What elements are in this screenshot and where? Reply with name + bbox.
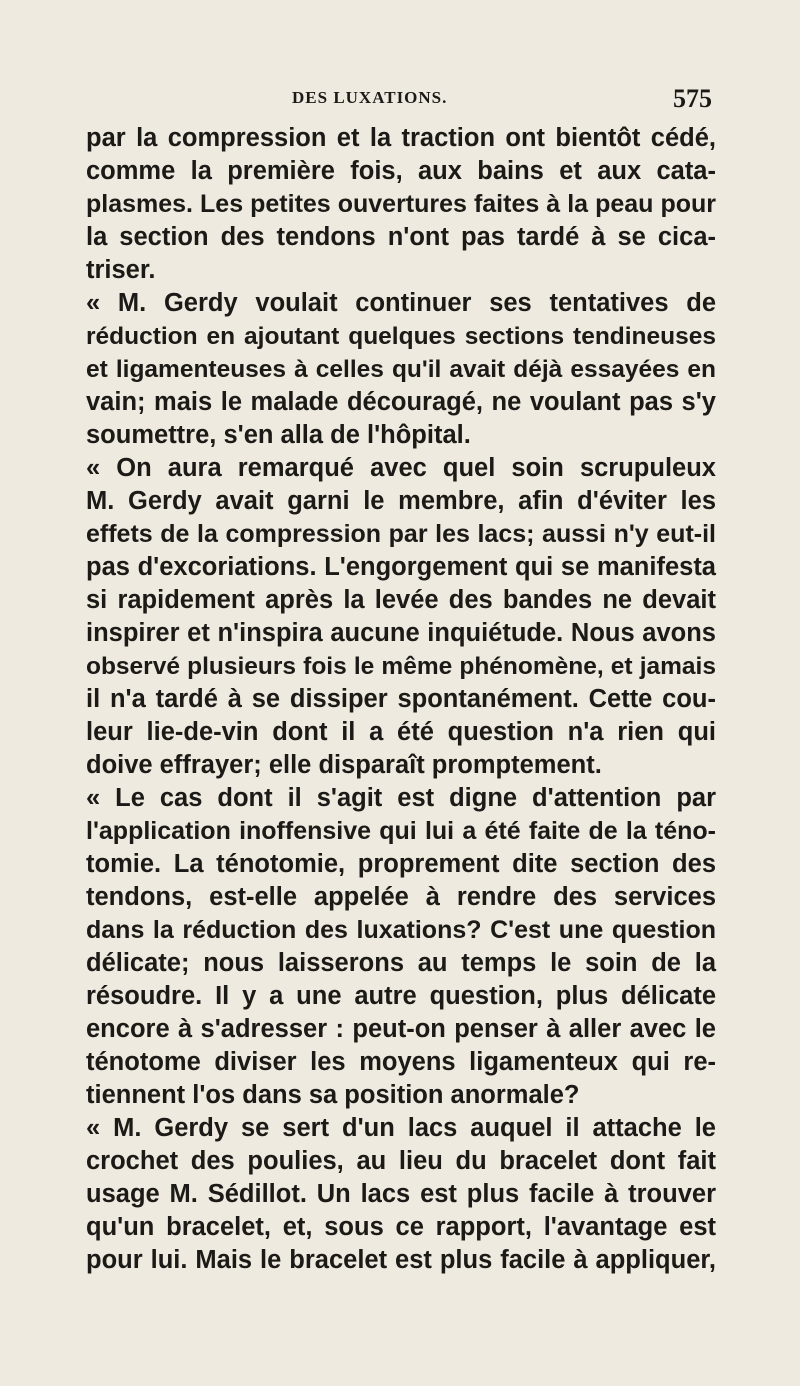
- text-line: résoudre. Il y a une autre question, plus délicate: [86, 982, 716, 1010]
- text-line: il n'a tardé à se dissiper spontanément. Cette cou-: [86, 685, 716, 713]
- text-line: « M. Gerdy se sert d'un lacs auquel il attache le: [86, 1114, 716, 1142]
- text-line: encore à s'adresser : peut-on penser à aller avec le: [86, 1015, 716, 1043]
- text-line: et ligamenteuses à celles qu'il avait déjà essayées en: [86, 356, 716, 383]
- running-head: DES LUXATIONS.: [292, 88, 448, 107]
- text-line: la section des tendons n'ont pas tardé à se cica-: [86, 223, 716, 251]
- text-line: par la compression et la traction ont bientôt cédé,: [86, 124, 716, 152]
- text-line: crochet des poulies, au lieu du bracelet dont fait: [86, 1147, 716, 1175]
- text-line: réduction en ajoutant quelques sections tendineuses: [86, 323, 716, 350]
- text-line: l'application inoffensive qui lui a été faite de la téno-: [86, 817, 716, 845]
- text-line: qu'un bracelet, et, sous ce rapport, l'avantage est: [86, 1213, 716, 1241]
- text-line: si rapidement après la levée des bandes ne devait: [86, 586, 716, 614]
- page-header: [272, 86, 712, 116]
- text-line: comme la première fois, aux bains et aux cata-: [86, 157, 716, 185]
- text-line: inspirer et n'inspira aucune inquiétude. Nous avons: [86, 619, 716, 647]
- text-line: tomie. La ténotomie, proprement dite section des: [86, 850, 716, 878]
- text-line: soumettre, s'en alla de l'hôpital.: [86, 421, 471, 449]
- text-line: effets de la compression par les lacs; aussi n'y eut-il: [86, 520, 716, 548]
- text-line: plasmes. Les petites ouvertures faites à la peau pour: [86, 190, 716, 218]
- text-line: tiennent l'os dans sa position anormale?: [86, 1081, 580, 1109]
- text-line: dans la réduction des luxations? C'est une question: [86, 916, 716, 944]
- text-line: vain; mais le malade découragé, ne voulant pas s'y: [86, 388, 716, 416]
- text-line: M. Gerdy avait garni le membre, afin d'éviter les: [86, 487, 716, 515]
- text-line: délicate; nous laisserons au temps le soin de la: [86, 949, 716, 977]
- text-line: pour lui. Mais le bracelet est plus facile à appliquer,: [86, 1246, 716, 1274]
- page-number: 575: [673, 84, 712, 113]
- body-text: [86, 122, 716, 1277]
- text-line: tendons, est-elle appelée à rendre des services: [86, 883, 716, 911]
- text-line: observé plusieurs fois le même phénomène, et jamais: [86, 653, 716, 680]
- text-line: pas d'excoriations. L'engorgement qui se manifesta: [86, 553, 716, 581]
- text-line: « M. Gerdy voulait continuer ses tentatives de: [86, 289, 716, 317]
- text-line: « Le cas dont il s'agit est digne d'attention par: [86, 784, 716, 812]
- text-line: triser.: [86, 256, 156, 284]
- text-line: « On aura remarqué avec quel soin scrupuleux: [86, 454, 716, 482]
- text-line: doive effrayer; elle disparaît promptement.: [86, 751, 602, 779]
- text-line: leur lie-de-vin dont il a été question n'a rien qui: [86, 718, 716, 746]
- text-line: ténotome diviser les moyens ligamenteux qui re-: [86, 1048, 716, 1076]
- text-line: usage M. Sédillot. Un lacs est plus facile à trouver: [86, 1180, 716, 1208]
